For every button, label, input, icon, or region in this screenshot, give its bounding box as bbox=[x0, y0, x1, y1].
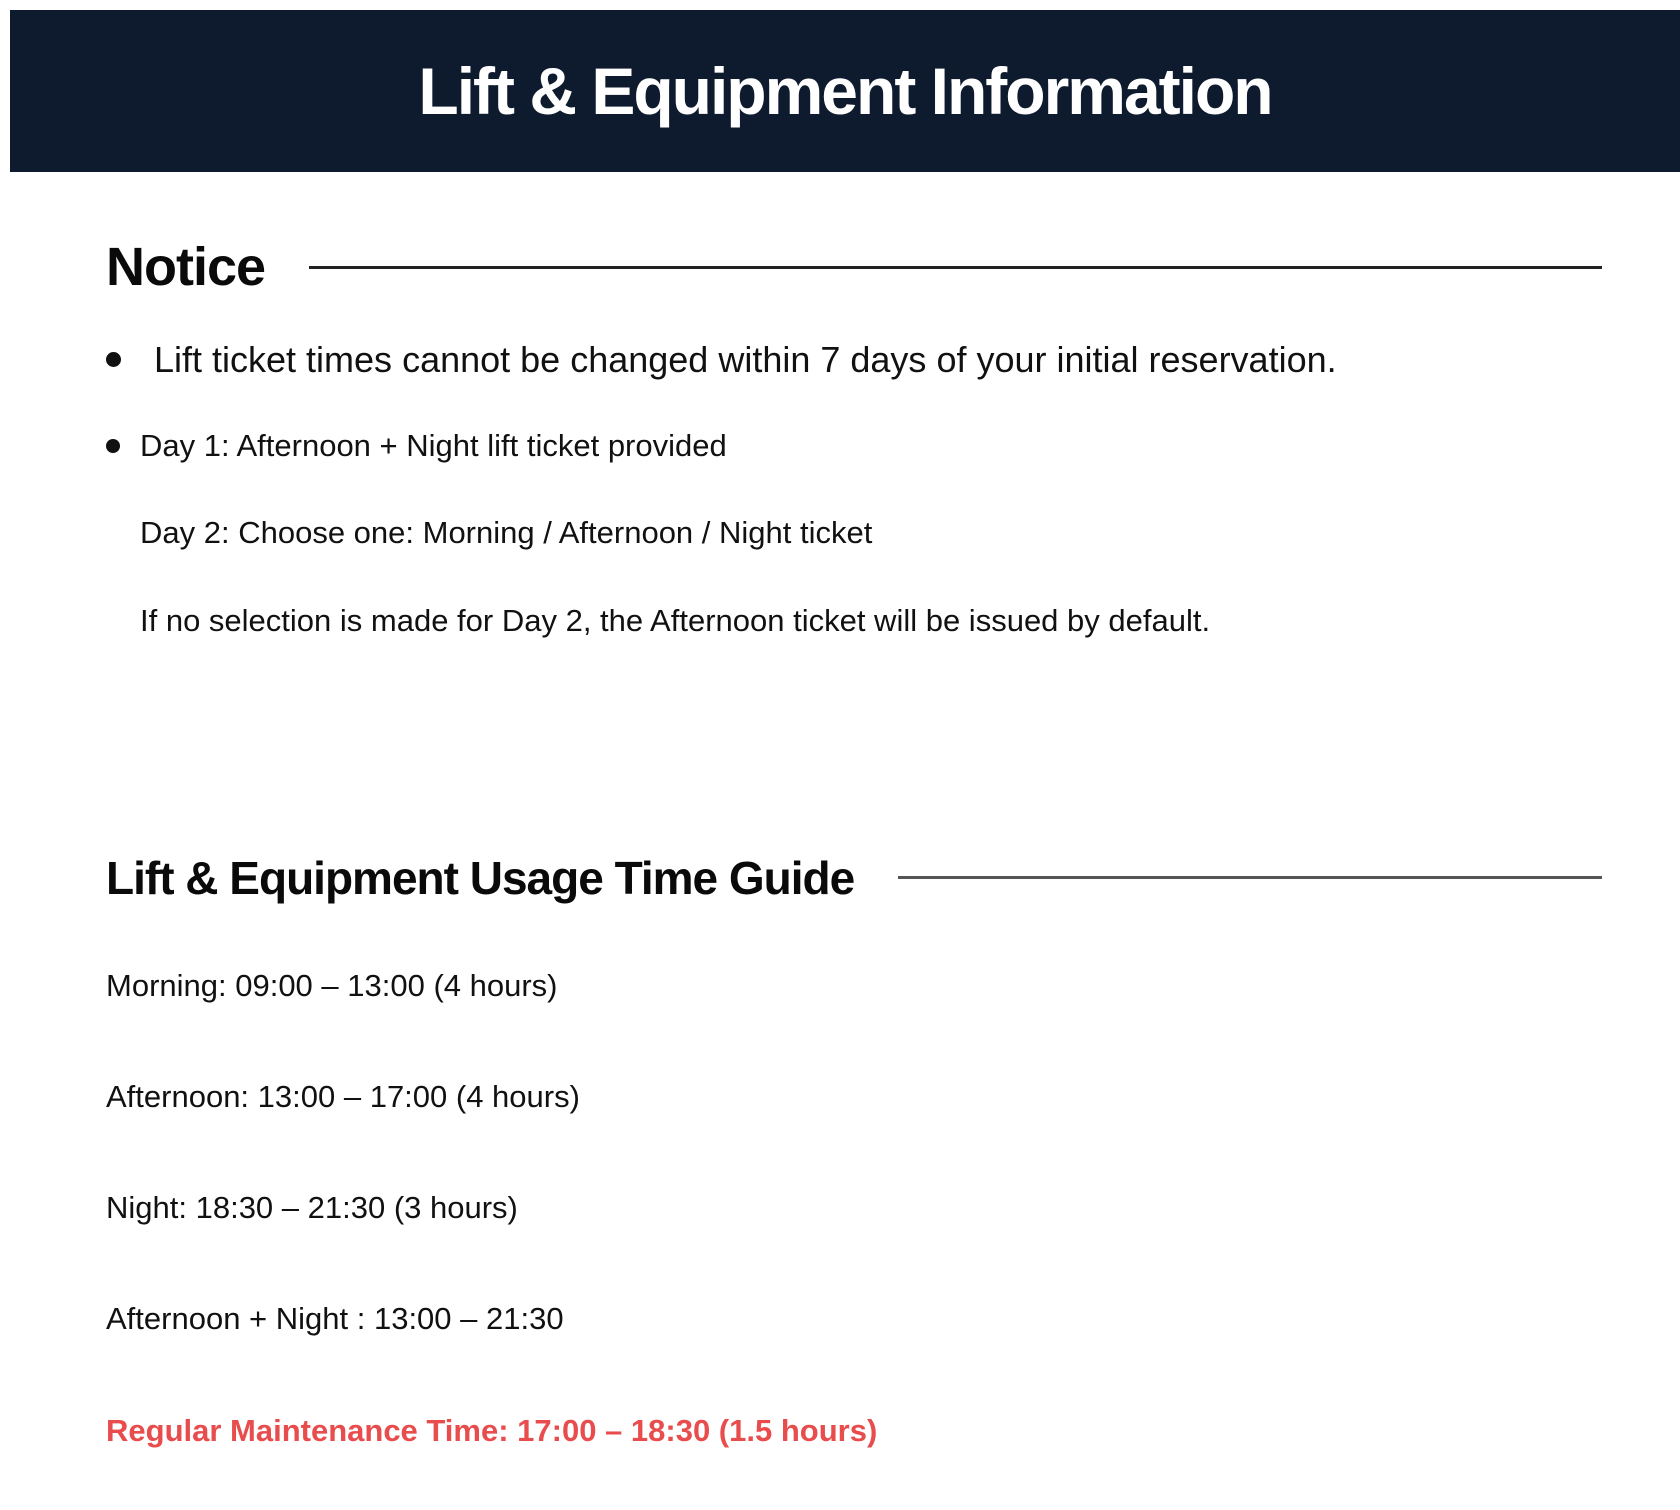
notice-section bbox=[106, 236, 1602, 639]
usage-guide-section bbox=[106, 851, 1602, 1449]
notice-bullet-text: Day 1: Afternoon + Night lift ticket provided bbox=[140, 428, 727, 464]
notice-list bbox=[106, 338, 1602, 464]
notice-heading-row bbox=[106, 236, 1602, 298]
list-item bbox=[106, 338, 1602, 381]
notice-heading: Notice bbox=[106, 237, 266, 297]
bullet-dot-icon bbox=[106, 352, 121, 367]
usage-guide-heading-row bbox=[106, 851, 1602, 905]
time-line-night: Night: 18:30 – 21:30 (3 hours) bbox=[106, 1190, 518, 1226]
list-item bbox=[106, 427, 1602, 464]
page-title: Lift & Equipment Information bbox=[418, 54, 1272, 128]
time-line-afternoon-night: Afternoon + Night : 13:00 – 21:30 bbox=[106, 1301, 564, 1337]
notice-subline-default: If no selection is made for Day 2, the Afternoon ticket will be issued by default. bbox=[140, 602, 1211, 638]
header-banner bbox=[10, 10, 1680, 172]
time-line-morning: Morning: 09:00 – 13:00 (4 hours) bbox=[106, 967, 558, 1003]
usage-guide-heading: Lift & Equipment Usage Time Guide bbox=[106, 851, 855, 904]
time-line-afternoon: Afternoon: 13:00 – 17:00 (4 hours) bbox=[106, 1078, 580, 1114]
notice-subline-day2: Day 2: Choose one: Morning / Afternoon / Night ticket bbox=[140, 515, 873, 551]
content bbox=[0, 236, 1680, 1449]
usage-guide-divider-line bbox=[898, 876, 1602, 879]
notice-bullet-text: Lift ticket times cannot be changed within 7 days of your initial reservation. bbox=[154, 339, 1337, 380]
maintenance-time-line: Regular Maintenance Time: 17:00 – 18:30 (1.5 hours) bbox=[106, 1412, 878, 1448]
bullet-dot-icon bbox=[106, 439, 120, 453]
notice-divider-line bbox=[309, 266, 1602, 269]
